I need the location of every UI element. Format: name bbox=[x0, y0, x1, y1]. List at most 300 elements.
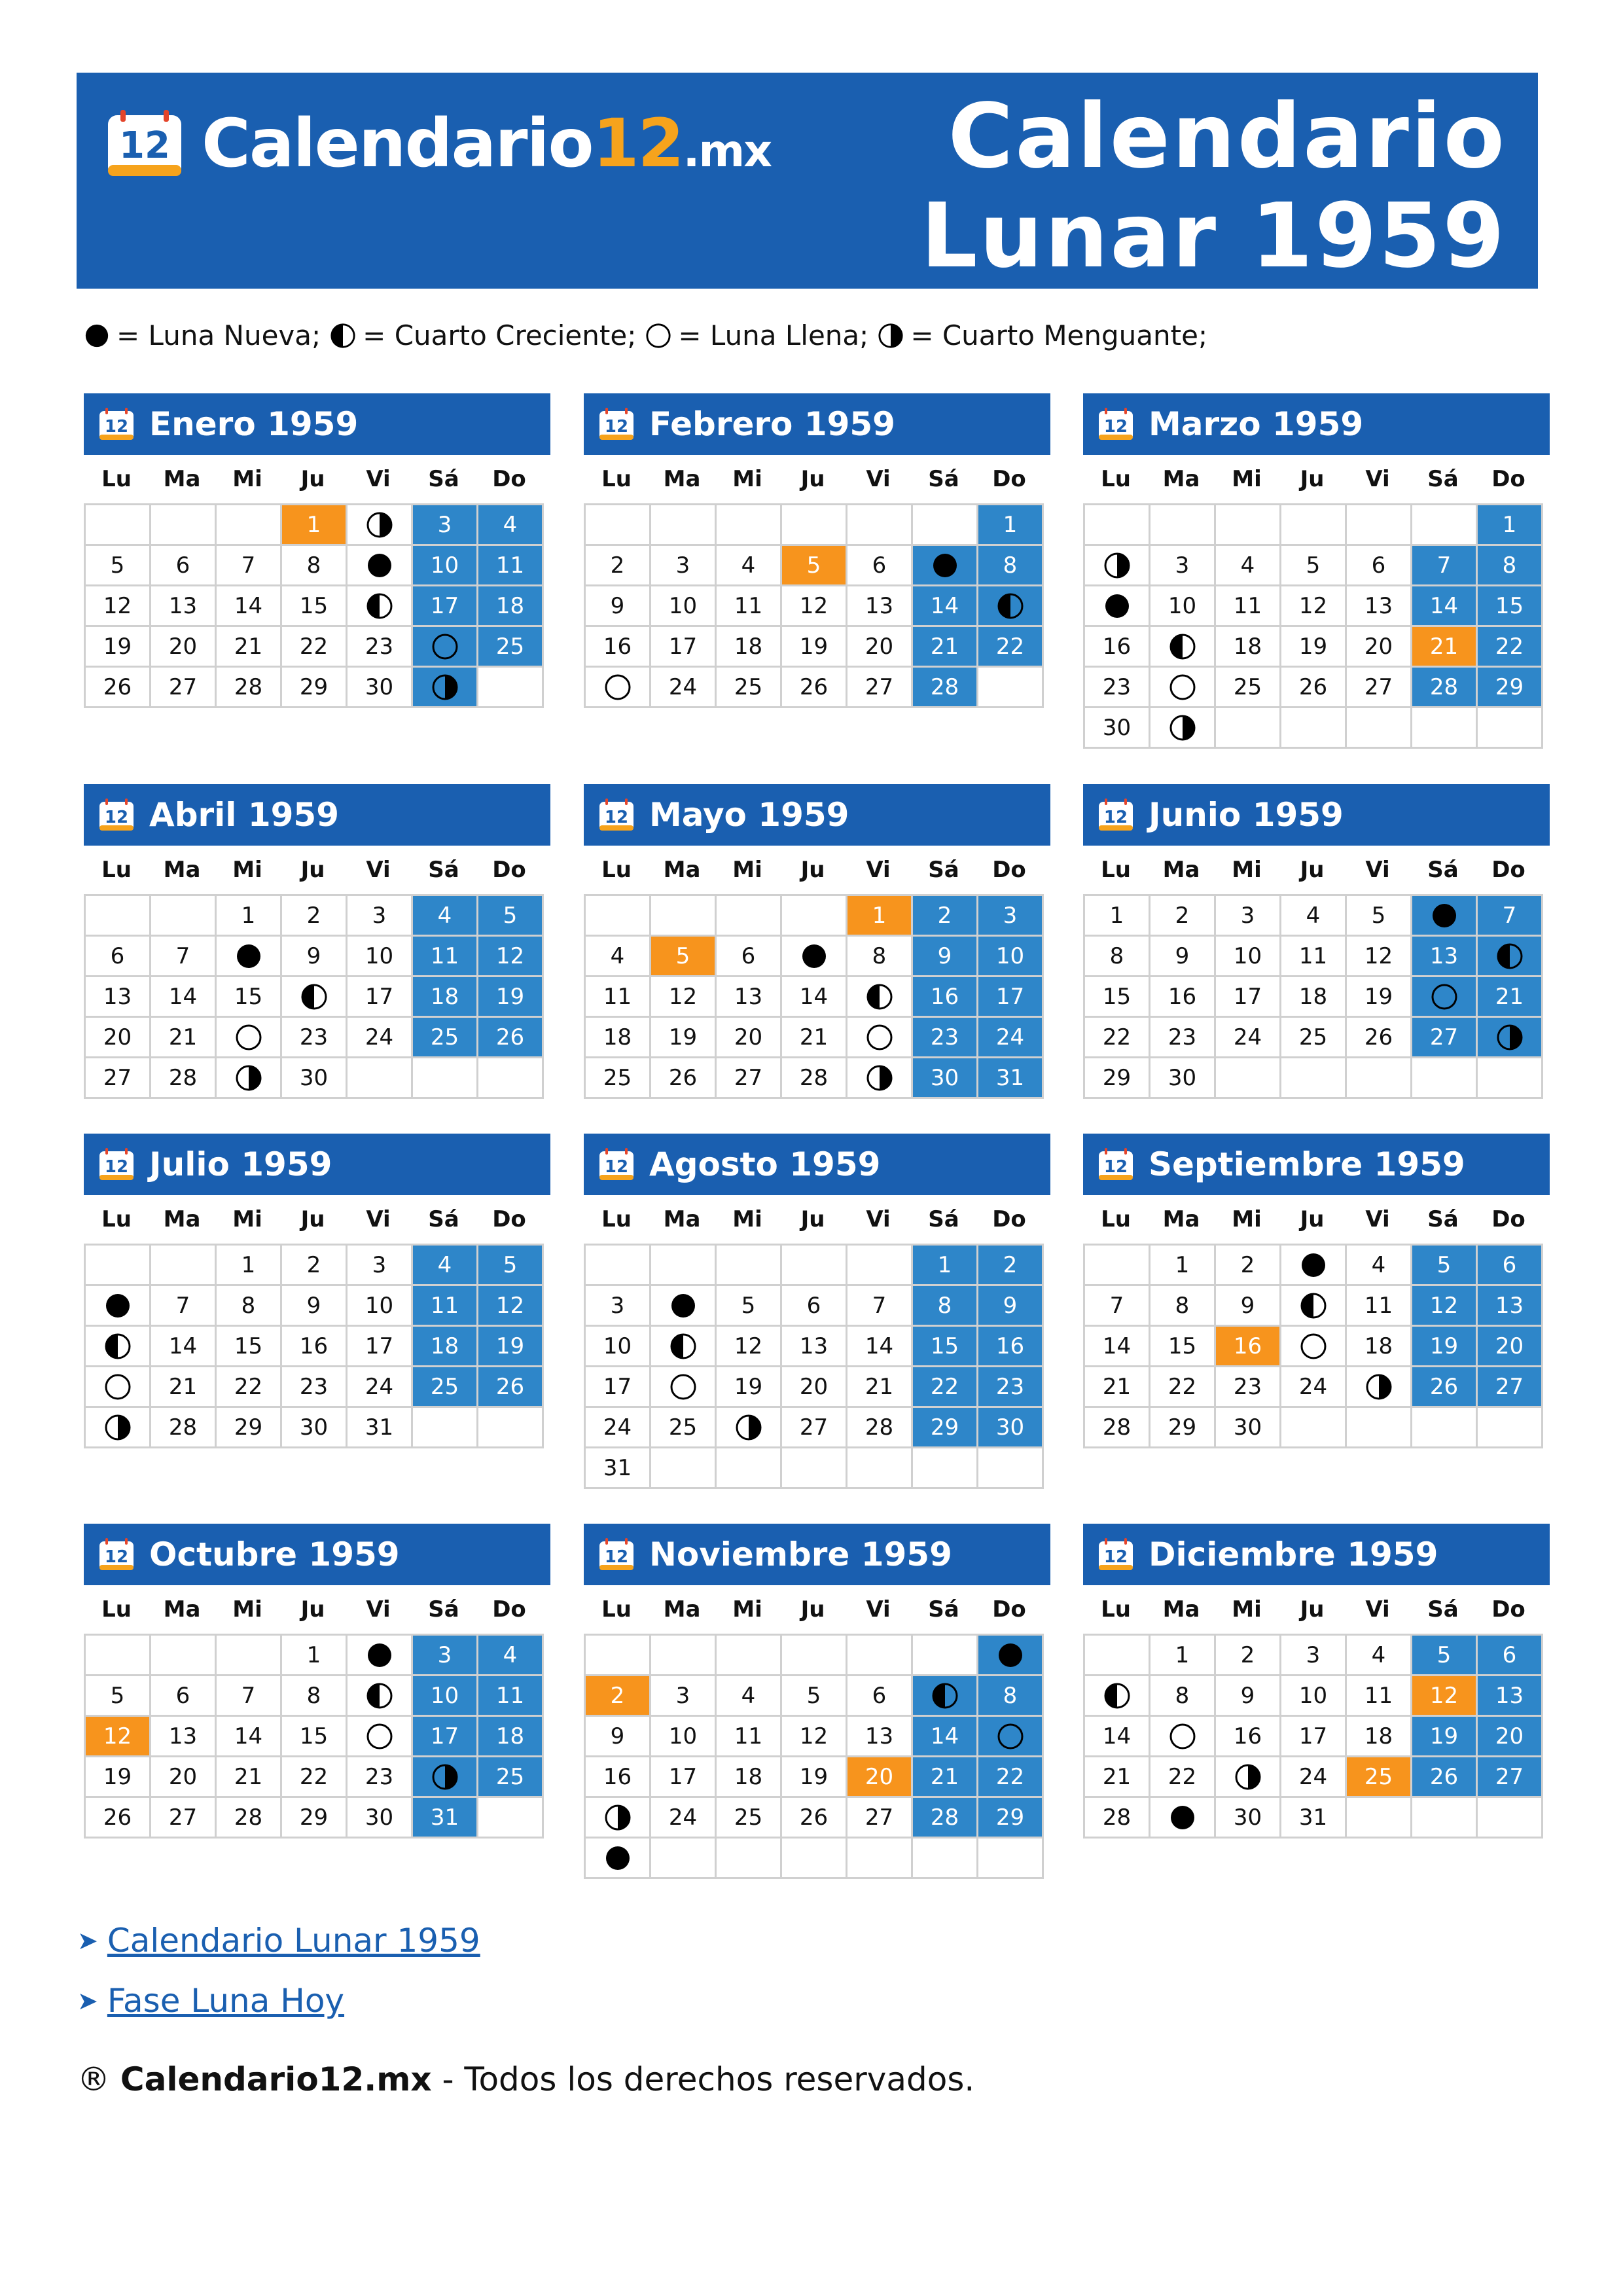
day-cell: 16 bbox=[586, 627, 651, 668]
calendar-icon bbox=[1097, 1147, 1134, 1181]
day-cell: 30 bbox=[913, 1058, 978, 1099]
day-cell: 21 bbox=[1478, 977, 1543, 1018]
day-cell bbox=[348, 546, 413, 586]
day-cell: 4 bbox=[1281, 896, 1347, 937]
day-cell: 25 bbox=[717, 1798, 782, 1839]
day-cell: 21 bbox=[1085, 1367, 1150, 1408]
first-quarter-icon bbox=[1496, 942, 1524, 970]
day-cell: 2 bbox=[282, 1246, 348, 1286]
day-cell: 10 bbox=[1281, 1676, 1347, 1717]
day-cell: 24 bbox=[978, 1018, 1044, 1058]
day-cell: 7 bbox=[151, 937, 217, 977]
day-cell bbox=[1150, 1717, 1216, 1757]
weekday-label: Do bbox=[492, 466, 526, 492]
day-cell: 18 bbox=[717, 627, 782, 668]
day-cell: 24 bbox=[1216, 1018, 1281, 1058]
day-cell bbox=[978, 586, 1044, 627]
weekday-header-row bbox=[84, 1585, 550, 1634]
full-moon-icon bbox=[1169, 1723, 1196, 1750]
weekday-label: Do bbox=[992, 1206, 1026, 1232]
day-cell: 1 bbox=[1478, 505, 1543, 546]
weekday-label: Mi bbox=[232, 1206, 262, 1232]
site-logo[interactable] bbox=[106, 104, 772, 183]
day-cell: 9 bbox=[586, 586, 651, 627]
day-cell: 23 bbox=[282, 1018, 348, 1058]
day-cell: 9 bbox=[1150, 937, 1216, 977]
day-cell bbox=[348, 1717, 413, 1757]
weekday-header-row bbox=[84, 1195, 550, 1244]
empty-cell bbox=[847, 1246, 913, 1286]
link[interactable]: Fase Luna Hoy bbox=[107, 1982, 345, 2020]
day-cell: 30 bbox=[978, 1408, 1044, 1448]
day-cell: 21 bbox=[217, 627, 282, 668]
last-quarter-icon bbox=[235, 1064, 262, 1092]
weekday-label: Mi bbox=[732, 1206, 762, 1232]
day-cell: 8 bbox=[1150, 1676, 1216, 1717]
month-header bbox=[584, 393, 1050, 455]
weekday-label: Vi bbox=[1365, 1596, 1390, 1623]
full-moon-icon bbox=[235, 1024, 262, 1051]
weekday-label: Ma bbox=[663, 857, 701, 883]
day-cell: 26 bbox=[86, 668, 151, 708]
weekday-label: Do bbox=[992, 857, 1026, 883]
svg-text:12: 12 bbox=[604, 808, 629, 827]
day-cell: 24 bbox=[1281, 1757, 1347, 1798]
day-cell: 8 bbox=[1478, 546, 1543, 586]
empty-cell bbox=[1281, 1408, 1347, 1448]
day-cell: 11 bbox=[586, 977, 651, 1018]
day-cell: 12 bbox=[1347, 937, 1412, 977]
day-cell: 19 bbox=[1412, 1717, 1478, 1757]
day-cell: 13 bbox=[1412, 937, 1478, 977]
weekday-label: Ju bbox=[800, 1596, 825, 1623]
weekday-label: Ma bbox=[1162, 857, 1200, 883]
month-calendar bbox=[584, 784, 1050, 1099]
weekday-label: Sá bbox=[1427, 857, 1459, 883]
month-header bbox=[84, 1524, 550, 1585]
day-cell: 31 bbox=[413, 1798, 478, 1839]
day-cell: 18 bbox=[586, 1018, 651, 1058]
day-cell bbox=[86, 1408, 151, 1448]
last-quarter-icon bbox=[1103, 552, 1131, 579]
day-cell: 19 bbox=[782, 627, 847, 668]
day-cell: 15 bbox=[1085, 977, 1150, 1018]
empty-cell bbox=[86, 505, 151, 546]
day-cell: 6 bbox=[847, 1676, 913, 1717]
day-cell: 8 bbox=[847, 937, 913, 977]
day-cell bbox=[651, 1367, 717, 1408]
empty-cell bbox=[1412, 708, 1478, 749]
day-cell: 20 bbox=[847, 627, 913, 668]
day-cell: 10 bbox=[348, 1286, 413, 1327]
day-cell: 16 bbox=[1150, 977, 1216, 1018]
day-cell bbox=[413, 1757, 478, 1798]
weekday-label: Vi bbox=[866, 466, 891, 492]
day-cell: 11 bbox=[717, 1717, 782, 1757]
weekday-label: Sá bbox=[1427, 1596, 1459, 1623]
day-cell: 30 bbox=[348, 668, 413, 708]
day-cell: 5 bbox=[478, 1246, 544, 1286]
day-cell: 4 bbox=[1347, 1636, 1412, 1676]
month-calendar bbox=[584, 393, 1050, 708]
empty-cell bbox=[782, 505, 847, 546]
empty-cell bbox=[1150, 505, 1216, 546]
day-cell: 25 bbox=[1281, 1018, 1347, 1058]
link[interactable]: Calendario Lunar 1959 bbox=[107, 1922, 480, 1960]
empty-cell bbox=[978, 668, 1044, 708]
day-cell: 13 bbox=[1347, 586, 1412, 627]
link-row bbox=[77, 1919, 480, 1962]
day-cell: 21 bbox=[151, 1018, 217, 1058]
empty-cell bbox=[1281, 505, 1347, 546]
weekday-label: Lu bbox=[601, 466, 632, 492]
day-cell: 2 bbox=[586, 1676, 651, 1717]
day-cell: 5 bbox=[782, 546, 847, 586]
link-row bbox=[77, 1979, 480, 2022]
weekday-label: Mi bbox=[232, 466, 262, 492]
last-quarter-icon bbox=[878, 323, 904, 349]
day-cell: 28 bbox=[151, 1408, 217, 1448]
day-cell bbox=[1412, 896, 1478, 937]
day-cell: 3 bbox=[978, 896, 1044, 937]
day-cell: 9 bbox=[282, 937, 348, 977]
day-cell: 21 bbox=[913, 1757, 978, 1798]
day-cell: 9 bbox=[913, 937, 978, 977]
day-cell: 30 bbox=[1216, 1798, 1281, 1839]
day-cell: 6 bbox=[86, 937, 151, 977]
weekday-header-row bbox=[584, 1585, 1050, 1634]
day-cell: 5 bbox=[86, 1676, 151, 1717]
svg-text:12: 12 bbox=[1103, 417, 1128, 437]
month-calendar bbox=[1083, 1134, 1550, 1448]
weekday-header-row bbox=[1083, 455, 1550, 503]
day-cell bbox=[978, 1636, 1044, 1676]
empty-cell bbox=[651, 1448, 717, 1489]
day-cell: 20 bbox=[847, 1757, 913, 1798]
month-title: Diciembre 1959 bbox=[1149, 1535, 1438, 1573]
arrow-right-icon: ➤ bbox=[77, 1926, 98, 1955]
day-cell: 13 bbox=[847, 586, 913, 627]
day-cell: 29 bbox=[1085, 1058, 1150, 1099]
weekday-label: Ju bbox=[800, 857, 825, 883]
empty-cell bbox=[1085, 505, 1150, 546]
empty-cell bbox=[478, 668, 544, 708]
first-quarter-icon bbox=[931, 1682, 959, 1710]
day-cell bbox=[1150, 668, 1216, 708]
legend-label: = Luna Nueva; bbox=[116, 319, 321, 351]
month-header bbox=[1083, 1524, 1550, 1585]
day-cell: 20 bbox=[151, 1757, 217, 1798]
day-cell: 25 bbox=[717, 668, 782, 708]
month-header bbox=[584, 1134, 1050, 1195]
day-cell: 28 bbox=[913, 668, 978, 708]
day-cell: 27 bbox=[782, 1408, 847, 1448]
weekday-label: Ju bbox=[1300, 466, 1325, 492]
day-cell: 29 bbox=[282, 668, 348, 708]
day-cell: 24 bbox=[651, 1798, 717, 1839]
day-cell: 3 bbox=[1216, 896, 1281, 937]
month-day-grid bbox=[1083, 894, 1543, 1099]
weekday-label: Ju bbox=[1300, 1206, 1325, 1232]
weekday-header-row bbox=[1083, 846, 1550, 894]
day-cell: 1 bbox=[847, 896, 913, 937]
day-cell bbox=[1085, 586, 1150, 627]
month-title: Agosto 1959 bbox=[649, 1145, 881, 1183]
day-cell: 31 bbox=[348, 1408, 413, 1448]
day-cell: 8 bbox=[978, 1676, 1044, 1717]
svg-text:12: 12 bbox=[1103, 1157, 1128, 1177]
day-cell: 6 bbox=[782, 1286, 847, 1327]
day-cell: 26 bbox=[478, 1367, 544, 1408]
day-cell: 5 bbox=[1412, 1636, 1478, 1676]
day-cell: 4 bbox=[413, 896, 478, 937]
day-cell: 28 bbox=[217, 668, 282, 708]
weekday-label: Ma bbox=[663, 1206, 701, 1232]
day-cell: 11 bbox=[1216, 586, 1281, 627]
day-cell bbox=[1150, 627, 1216, 668]
day-cell bbox=[978, 1717, 1044, 1757]
first-quarter-icon bbox=[1169, 633, 1196, 660]
weekday-label: Sá bbox=[928, 857, 959, 883]
weekday-label: Ma bbox=[1162, 1206, 1200, 1232]
month-calendar bbox=[84, 784, 550, 1099]
day-cell: 27 bbox=[151, 1798, 217, 1839]
day-cell: 19 bbox=[1347, 977, 1412, 1018]
weekday-header-row bbox=[584, 846, 1050, 894]
day-cell: 19 bbox=[782, 1757, 847, 1798]
empty-cell bbox=[913, 1448, 978, 1489]
empty-cell bbox=[478, 1058, 544, 1099]
day-cell: 25 bbox=[586, 1058, 651, 1099]
weekday-label: Sá bbox=[1427, 466, 1459, 492]
weekday-label: Ma bbox=[163, 466, 201, 492]
day-cell: 16 bbox=[282, 1327, 348, 1367]
empty-cell bbox=[151, 505, 217, 546]
logo-icon-number: 12 bbox=[119, 124, 170, 167]
empty-cell bbox=[651, 1839, 717, 1879]
day-cell: 29 bbox=[978, 1798, 1044, 1839]
weekday-label: Ju bbox=[300, 1596, 325, 1623]
day-cell: 28 bbox=[1085, 1798, 1150, 1839]
weekday-label: Do bbox=[492, 857, 526, 883]
day-cell bbox=[282, 977, 348, 1018]
day-cell bbox=[1281, 1286, 1347, 1327]
full-moon-icon bbox=[366, 1723, 393, 1750]
weekday-label: Lu bbox=[601, 1206, 632, 1232]
empty-cell bbox=[478, 1408, 544, 1448]
calendar-icon bbox=[106, 109, 183, 178]
month-title: Septiembre 1959 bbox=[1149, 1145, 1465, 1183]
weekday-label: Lu bbox=[1101, 1206, 1131, 1232]
day-cell bbox=[651, 1286, 717, 1327]
day-cell: 21 bbox=[782, 1018, 847, 1058]
day-cell: 8 bbox=[217, 1286, 282, 1327]
weekday-label: Ju bbox=[1300, 1596, 1325, 1623]
day-cell: 17 bbox=[586, 1367, 651, 1408]
day-cell: 20 bbox=[1478, 1717, 1543, 1757]
month-title: Julio 1959 bbox=[149, 1145, 332, 1183]
day-cell: 18 bbox=[478, 1717, 544, 1757]
svg-text:12: 12 bbox=[104, 1547, 129, 1567]
day-cell: 11 bbox=[717, 586, 782, 627]
day-cell: 7 bbox=[217, 1676, 282, 1717]
day-cell: 5 bbox=[86, 546, 151, 586]
new-moon-icon bbox=[84, 323, 110, 349]
day-cell bbox=[1150, 708, 1216, 749]
day-cell: 12 bbox=[717, 1327, 782, 1367]
day-cell: 12 bbox=[86, 586, 151, 627]
day-cell: 16 bbox=[1216, 1327, 1281, 1367]
day-cell bbox=[1478, 937, 1543, 977]
day-cell: 20 bbox=[86, 1018, 151, 1058]
empty-cell bbox=[717, 1839, 782, 1879]
month-header bbox=[1083, 784, 1550, 846]
day-cell: 17 bbox=[651, 627, 717, 668]
weekday-label: Ju bbox=[800, 1206, 825, 1232]
day-cell: 27 bbox=[151, 668, 217, 708]
day-cell: 1 bbox=[217, 1246, 282, 1286]
day-cell: 24 bbox=[651, 668, 717, 708]
day-cell bbox=[348, 586, 413, 627]
first-quarter-icon bbox=[366, 592, 393, 620]
day-cell: 23 bbox=[1085, 668, 1150, 708]
day-cell: 2 bbox=[1216, 1636, 1281, 1676]
day-cell bbox=[586, 1839, 651, 1879]
day-cell: 16 bbox=[586, 1757, 651, 1798]
month-calendar bbox=[1083, 784, 1550, 1099]
day-cell bbox=[86, 1367, 151, 1408]
empty-cell bbox=[782, 1636, 847, 1676]
legend-label: = Cuarto Menguante; bbox=[910, 319, 1208, 351]
empty-cell bbox=[978, 1839, 1044, 1879]
day-cell: 18 bbox=[717, 1757, 782, 1798]
day-cell: 19 bbox=[478, 977, 544, 1018]
day-cell: 31 bbox=[1281, 1798, 1347, 1839]
day-cell: 21 bbox=[1412, 627, 1478, 668]
empty-cell bbox=[1478, 1408, 1543, 1448]
empty-cell bbox=[348, 1058, 413, 1099]
last-quarter-icon bbox=[1365, 1373, 1393, 1401]
month-day-grid bbox=[84, 894, 544, 1099]
day-cell: 22 bbox=[913, 1367, 978, 1408]
weekday-header-row bbox=[584, 455, 1050, 503]
day-cell: 1 bbox=[282, 505, 348, 546]
day-cell: 24 bbox=[348, 1018, 413, 1058]
day-cell: 10 bbox=[413, 546, 478, 586]
empty-cell bbox=[217, 1636, 282, 1676]
weekday-label: Lu bbox=[601, 857, 632, 883]
day-cell: 26 bbox=[651, 1058, 717, 1099]
empty-cell bbox=[1412, 1058, 1478, 1099]
day-cell: 13 bbox=[782, 1327, 847, 1367]
day-cell: 14 bbox=[151, 1327, 217, 1367]
month-title: Febrero 1959 bbox=[649, 405, 895, 443]
day-cell: 6 bbox=[1478, 1636, 1543, 1676]
day-cell: 11 bbox=[1347, 1286, 1412, 1327]
empty-cell bbox=[782, 1839, 847, 1879]
first-quarter-icon bbox=[669, 1333, 697, 1360]
day-cell: 3 bbox=[413, 505, 478, 546]
day-cell: 30 bbox=[1216, 1408, 1281, 1448]
day-cell: 16 bbox=[1216, 1717, 1281, 1757]
day-cell: 19 bbox=[1412, 1327, 1478, 1367]
svg-text:12: 12 bbox=[604, 1157, 629, 1177]
day-cell: 11 bbox=[413, 937, 478, 977]
title-line-2: Lunar 1959 bbox=[920, 185, 1507, 288]
empty-cell bbox=[1281, 1058, 1347, 1099]
day-cell: 26 bbox=[1347, 1018, 1412, 1058]
day-cell bbox=[348, 505, 413, 546]
month-day-grid bbox=[584, 1244, 1044, 1489]
empty-cell bbox=[1412, 505, 1478, 546]
weekday-label: Do bbox=[992, 466, 1026, 492]
weekday-label: Mi bbox=[232, 857, 262, 883]
day-cell: 28 bbox=[913, 1798, 978, 1839]
weekday-label: Mi bbox=[1232, 1596, 1262, 1623]
day-cell: 11 bbox=[478, 546, 544, 586]
day-cell: 11 bbox=[1281, 937, 1347, 977]
day-cell: 4 bbox=[717, 546, 782, 586]
empty-cell bbox=[1281, 708, 1347, 749]
day-cell: 10 bbox=[1216, 937, 1281, 977]
day-cell bbox=[1281, 1246, 1347, 1286]
day-cell: 25 bbox=[478, 1757, 544, 1798]
day-cell: 3 bbox=[348, 1246, 413, 1286]
day-cell: 22 bbox=[1478, 627, 1543, 668]
day-cell bbox=[1085, 546, 1150, 586]
day-cell: 17 bbox=[348, 1327, 413, 1367]
day-cell bbox=[413, 668, 478, 708]
empty-cell bbox=[1412, 1408, 1478, 1448]
new-moon-icon bbox=[800, 942, 828, 970]
day-cell: 8 bbox=[282, 546, 348, 586]
weekday-label: Lu bbox=[601, 1596, 632, 1623]
day-cell: 19 bbox=[478, 1327, 544, 1367]
empty-cell bbox=[782, 1448, 847, 1489]
empty-cell bbox=[1478, 708, 1543, 749]
new-moon-icon bbox=[669, 1292, 697, 1319]
day-cell bbox=[847, 977, 913, 1018]
day-cell: 29 bbox=[1150, 1408, 1216, 1448]
day-cell: 5 bbox=[651, 937, 717, 977]
first-quarter-icon bbox=[300, 983, 328, 1011]
svg-text:12: 12 bbox=[104, 1157, 129, 1177]
calendar-icon bbox=[98, 1537, 135, 1571]
day-cell: 17 bbox=[1281, 1717, 1347, 1757]
day-cell: 10 bbox=[586, 1327, 651, 1367]
weekday-label: Vi bbox=[866, 857, 891, 883]
day-cell: 2 bbox=[913, 896, 978, 937]
page-header bbox=[77, 73, 1538, 289]
day-cell: 22 bbox=[978, 627, 1044, 668]
day-cell: 12 bbox=[1412, 1286, 1478, 1327]
day-cell: 2 bbox=[978, 1246, 1044, 1286]
weekday-label: Lu bbox=[1101, 466, 1131, 492]
day-cell: 21 bbox=[847, 1367, 913, 1408]
weekday-label: Vi bbox=[1365, 466, 1390, 492]
first-quarter-icon bbox=[866, 983, 893, 1011]
day-cell bbox=[1085, 1676, 1150, 1717]
weekday-label: Mi bbox=[1232, 466, 1262, 492]
legend-label: = Luna Llena; bbox=[678, 319, 869, 351]
empty-cell bbox=[782, 1246, 847, 1286]
page-title bbox=[921, 87, 1507, 286]
empty-cell bbox=[651, 1246, 717, 1286]
month-header bbox=[84, 1134, 550, 1195]
day-cell: 10 bbox=[1150, 586, 1216, 627]
day-cell bbox=[1281, 1327, 1347, 1367]
day-cell: 23 bbox=[1150, 1018, 1216, 1058]
